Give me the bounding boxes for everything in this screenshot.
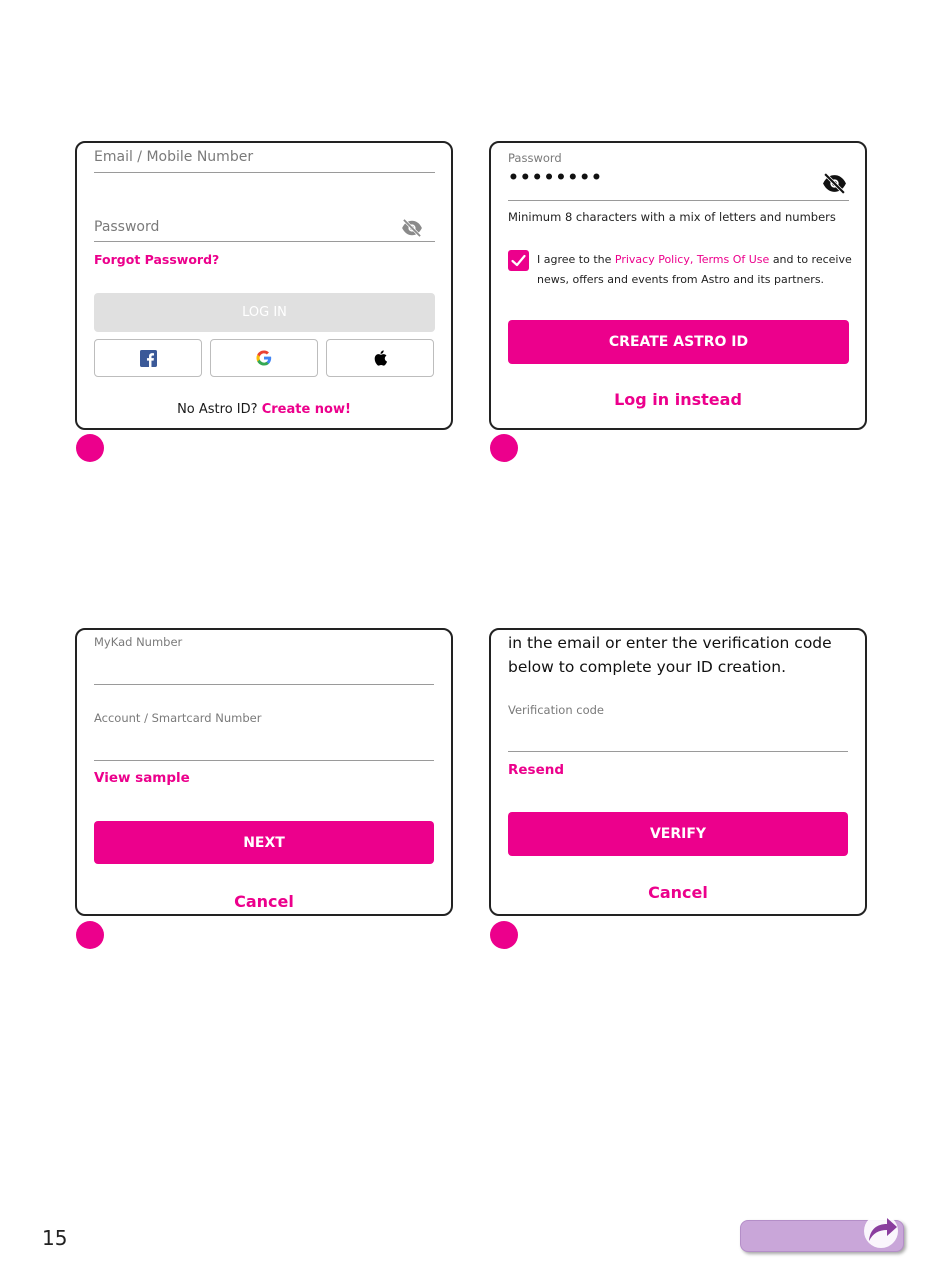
agree-line2: news, offers and events from Astro and its partners. [537,273,825,286]
create-now-link[interactable]: Create now! [261,402,351,417]
agree-text [537,250,857,290]
instruction-text [508,631,832,679]
agree-checkbox[interactable] [508,250,529,271]
password-field[interactable] [508,200,849,201]
google-icon [255,349,273,367]
privacy-policy-link[interactable]: Privacy Policy [614,253,690,266]
apple-login-button[interactable] [326,339,434,377]
forward-arrow-icon [859,1209,903,1249]
instruction-line-1: in the email or enter the verification code [508,634,832,652]
step-marker-1 [76,434,104,462]
resend-link[interactable]: Resend [508,762,565,778]
create-astro-id-button[interactable]: CREATE ASTRO ID [508,320,849,364]
mykad-field[interactable] [94,684,434,685]
checkmark-icon [508,250,529,271]
email-field-label: Email / Mobile Number [94,149,254,165]
agree-prefix: I agree to the [537,253,612,266]
facebook-icon [140,350,157,367]
create-id-panel [489,141,867,430]
hide-password-icon[interactable] [401,219,423,241]
next-button[interactable]: NEXT [94,821,434,864]
page-number: 15 [42,1226,68,1250]
agree-comma: , [689,253,694,266]
next-page-button[interactable] [740,1220,904,1252]
view-sample-link[interactable]: View sample [94,770,190,786]
cancel-link[interactable]: Cancel [648,883,708,902]
verify-button[interactable]: VERIFY [508,812,848,856]
login-panel [75,141,453,430]
account-field[interactable] [94,760,434,761]
step-marker-4 [490,921,518,949]
account-field-label: Account / Smartcard Number [94,711,262,725]
apple-icon [372,349,388,367]
cancel-link[interactable]: Cancel [234,892,294,911]
forgot-password-link[interactable]: Forgot Password? [94,252,220,267]
no-id-text: No Astro ID? [177,402,258,417]
verification-code-field[interactable] [508,751,848,752]
log-in-instead-link[interactable]: Log in instead [614,390,742,409]
step-marker-3 [76,921,104,949]
instruction-line-2: below to complete your ID creation. [508,658,787,676]
login-button[interactable]: LOG IN [94,293,435,332]
hide-password-icon[interactable] [822,173,847,198]
mykad-panel [75,628,453,916]
verification-code-label: Verification code [508,703,605,717]
password-hint: Minimum 8 characters with a mix of letters and numbers [508,210,836,224]
mykad-field-label: MyKad Number [94,635,183,649]
terms-of-use-link[interactable]: Terms Of Use [696,253,770,266]
password-field-value[interactable]: •••••••• [508,168,603,188]
signup-prompt [77,402,451,417]
agree-suffix: and to receive [772,253,852,266]
email-field[interactable] [94,172,435,173]
facebook-login-button[interactable] [94,339,202,377]
password-field-label: Password [94,219,160,235]
verification-panel [489,628,867,916]
password-field-label: Password [508,151,562,165]
password-field[interactable] [94,241,435,242]
google-login-button[interactable] [210,339,318,377]
step-marker-2 [490,434,518,462]
